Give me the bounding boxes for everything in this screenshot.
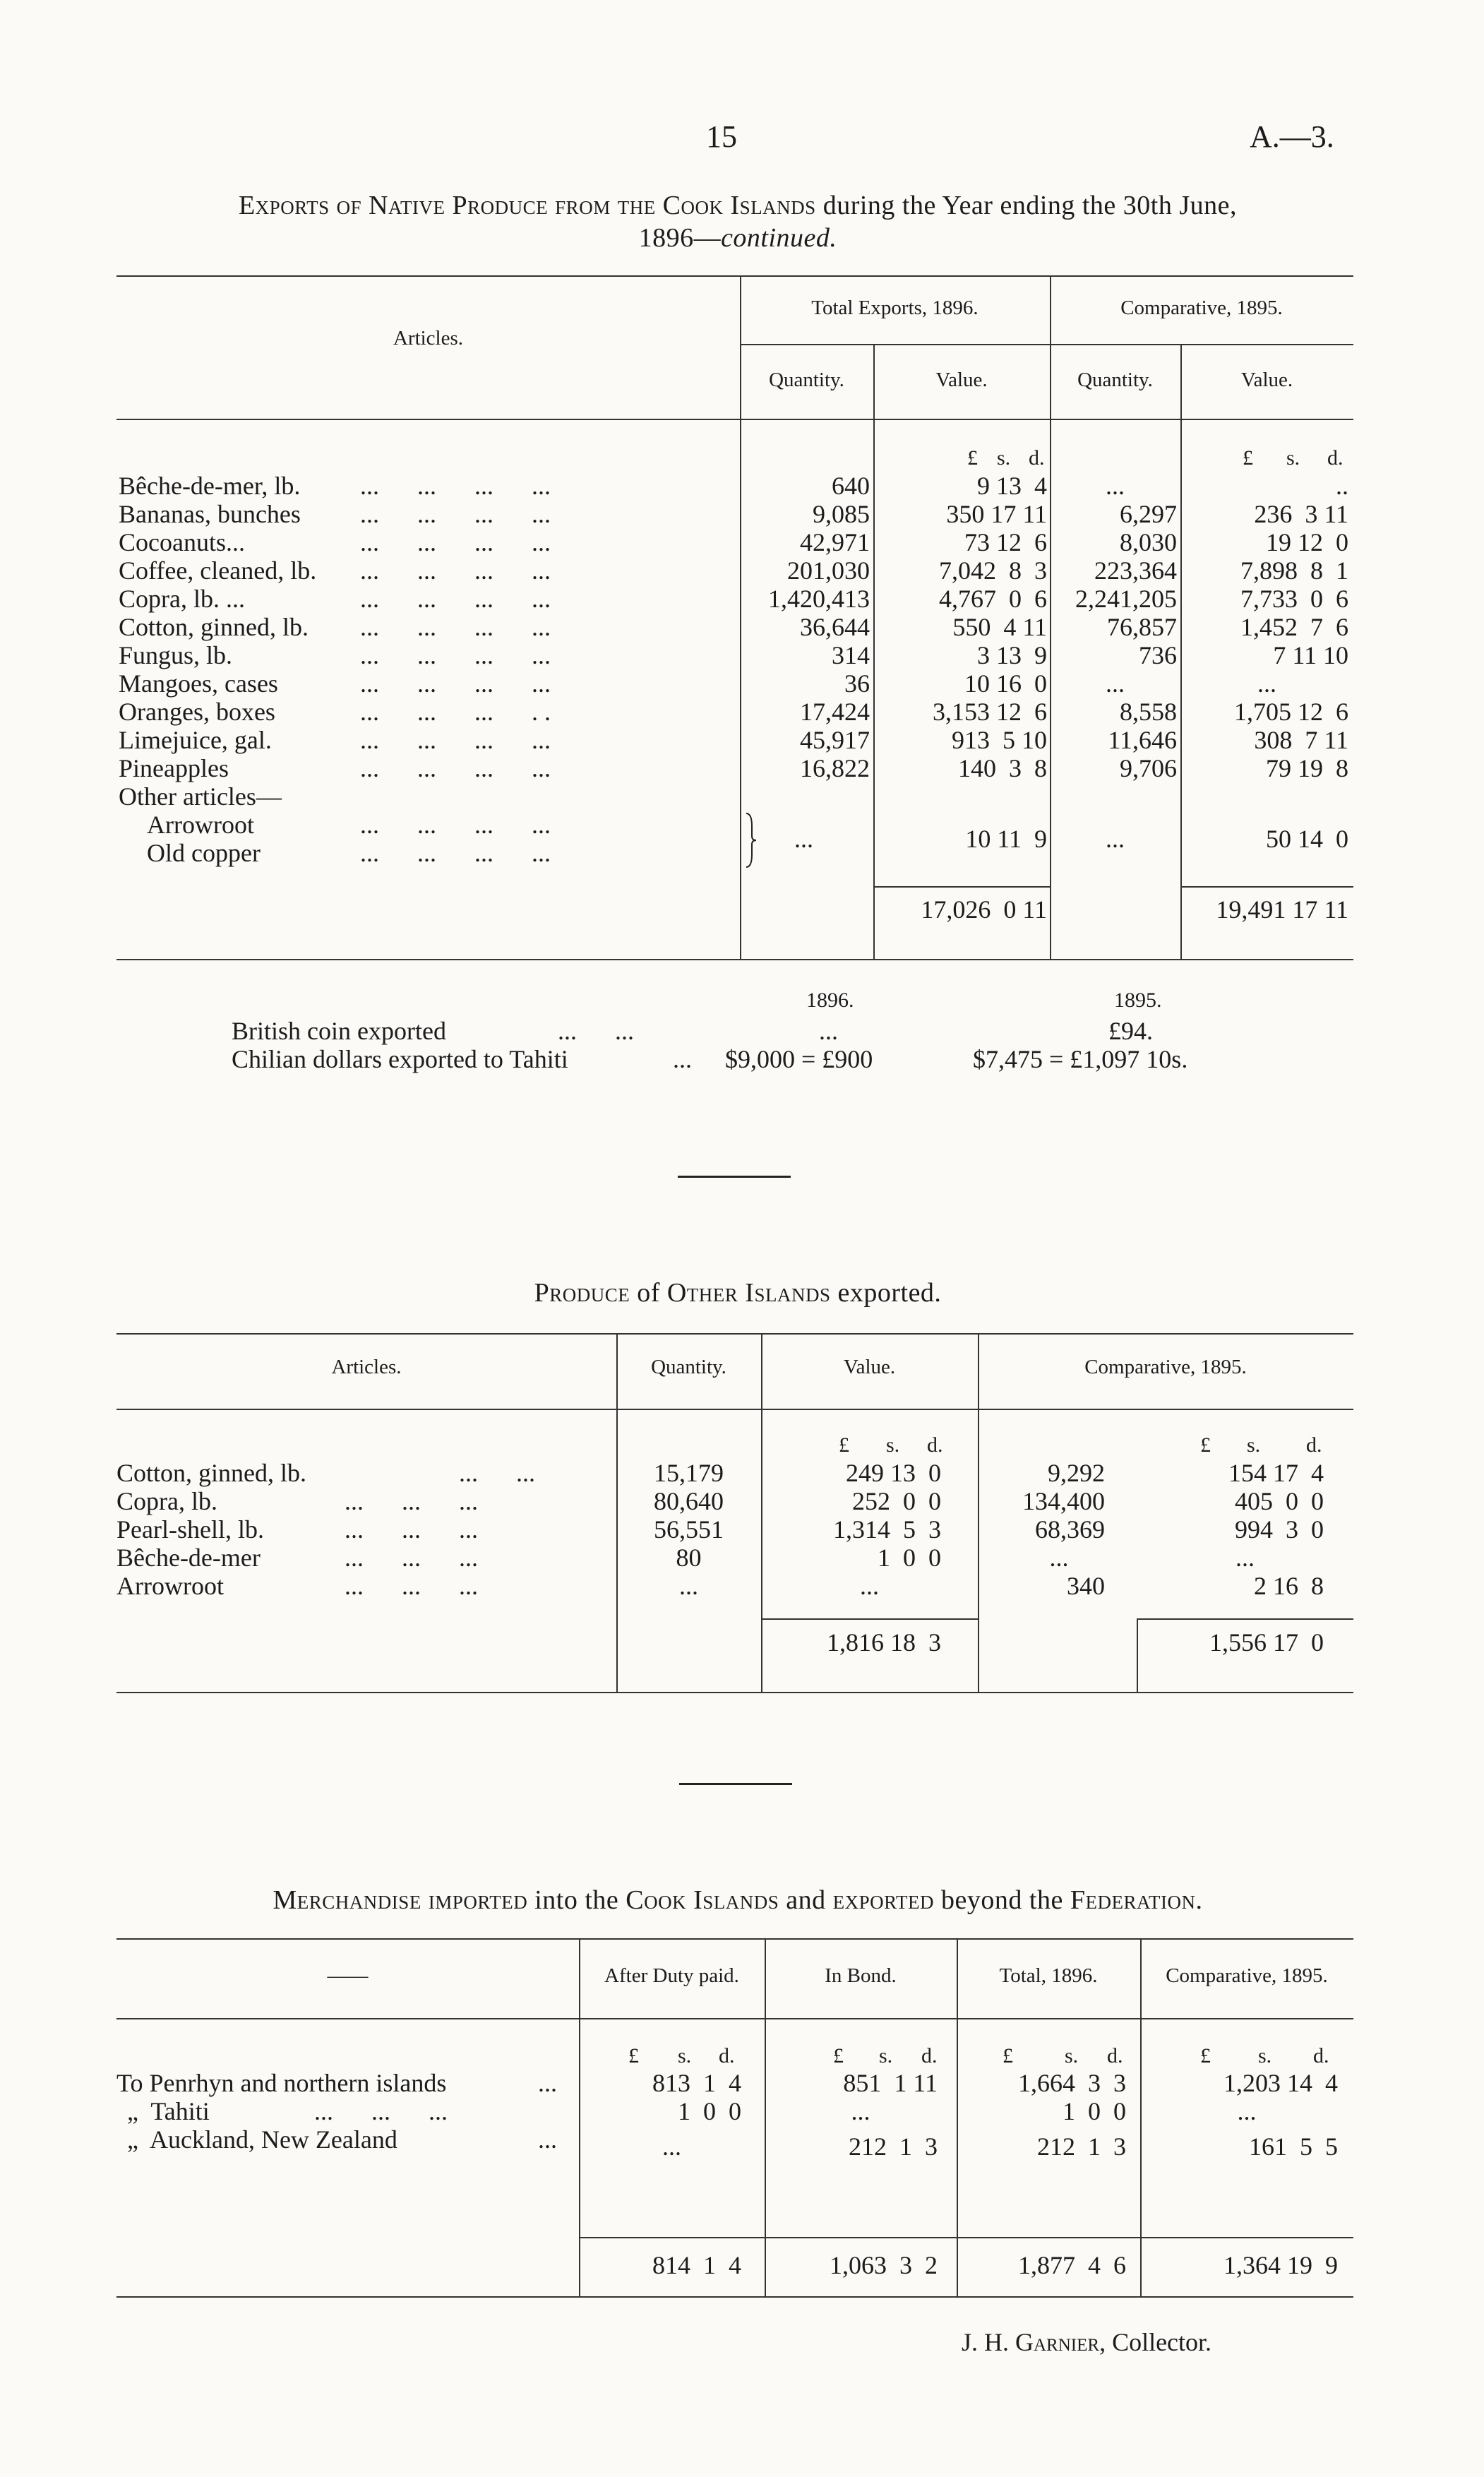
leader-dots: ... ... [459, 1459, 535, 1487]
comparative-quantity: 340 [1067, 1572, 1105, 1600]
other-quantity: ... [794, 825, 813, 853]
leader-dots: ... ... ... ... [360, 500, 551, 528]
exports-col-value-1: Value. [935, 369, 988, 391]
comparative-value: ... [1257, 669, 1276, 698]
exports-title-continued: continued. [721, 223, 837, 253]
british-coin-1895: £94. [1108, 1017, 1153, 1045]
after-duty: 1 0 0 [678, 2097, 741, 2125]
produce-total-comparative-value: 1,556 17 0 [1209, 1628, 1324, 1657]
article-name: Mangoes, cases [119, 669, 278, 698]
signature-role: , Collector. [1099, 2328, 1212, 2356]
value: 550 4 11 [952, 613, 1047, 641]
leader-dots: ... [673, 1045, 692, 1073]
total-1896: 1,664 3 3 [1018, 2069, 1126, 2097]
article-name: Pineapples [119, 754, 229, 782]
leader-dots: ... ... ... ... [360, 613, 551, 641]
merch-unit-shillings-1: s. [678, 2044, 692, 2067]
exports-unit-pounds-1: £ [967, 446, 978, 470]
quantity: 201,030 [787, 556, 870, 585]
produce-title-d: exported. [830, 1278, 942, 1308]
merchandise-title-f: beyond the [934, 1885, 1070, 1915]
british-coin-label: British coin exported [232, 1017, 446, 1045]
exports-bottom-rule [116, 959, 1353, 960]
exports-title [124, 189, 1352, 222]
in-bond: 212 1 3 [849, 2132, 938, 2161]
comparative-value: 7,733 0 6 [1240, 585, 1348, 613]
after-duty: 813 1 4 [652, 2069, 741, 2097]
article-name: Cocoanuts... [119, 528, 245, 556]
produce-unit-pounds-2: £ [1200, 1433, 1211, 1457]
quantity: 640 [832, 472, 870, 500]
article-name: Copra, lb. [116, 1487, 217, 1515]
comparative-quantity: 9,292 [1048, 1459, 1105, 1487]
quantity: 42,971 [800, 528, 870, 556]
value: 3,153 12 6 [933, 698, 1047, 726]
leader-dots: ... [538, 2125, 557, 2154]
leader-dots: ... ... ... [345, 1487, 478, 1515]
quantity: 36 [844, 669, 870, 698]
signature [962, 2327, 1211, 2357]
merchandise-title [124, 1884, 1352, 1916]
arrowroot-label: Arrowroot [147, 811, 254, 839]
produce-unit-pence-1: d. [927, 1433, 943, 1457]
produce-total-rule-1 [761, 1618, 978, 1620]
section-divider [679, 1783, 792, 1785]
value: ... [860, 1572, 879, 1600]
leader-dots: ... [538, 2069, 557, 2097]
exports-col-quantity-1: Quantity. [769, 369, 844, 391]
merchandise-total-after-duty: 814 1 4 [652, 2251, 741, 2279]
destination: „ Tahiti [127, 2097, 210, 2125]
value: 4,767 0 6 [939, 585, 1047, 613]
comparative-quantity: ... [1049, 1544, 1069, 1572]
exports-col-articles: Articles. [393, 327, 464, 350]
leader-dots: ... ... ... ... [360, 472, 551, 500]
produce-title-b: of [630, 1278, 667, 1308]
merch-unit-pounds-4: £ [1200, 2044, 1211, 2067]
merch-unit-pounds-3: £ [1003, 2044, 1013, 2067]
produce-top-rule [116, 1333, 1353, 1335]
after-duty: ... [662, 2132, 681, 2161]
exports-top-rule [116, 275, 1353, 277]
article-name: Bananas, bunches [119, 500, 301, 528]
value: 1,314 5 3 [833, 1515, 941, 1544]
leader-dots: ... ... ... ... [360, 754, 551, 782]
chilian-dollars-1896: $9,000 = £900 [725, 1045, 873, 1073]
value: 913 5 10 [952, 726, 1047, 754]
merchandise-col-total: Total, 1896. [999, 1964, 1098, 1987]
merch-unit-pence-3: d. [1107, 2044, 1123, 2067]
comparative-quantity: ... [1106, 669, 1125, 698]
produce-unit-pounds-1: £ [839, 1433, 849, 1457]
value: 249 13 0 [846, 1459, 941, 1487]
produce-bottom-rule [116, 1692, 1353, 1693]
value: 3 13 9 [977, 641, 1047, 669]
quantity: 314 [832, 641, 870, 669]
comparative-value: 1,452 7 6 [1240, 613, 1348, 641]
comparative-quantity: 2,241,205 [1075, 585, 1177, 613]
exports-mid-header-rule [740, 344, 1353, 345]
comparative-value: 7 11 10 [1273, 641, 1348, 669]
article-name: Coffee, cleaned, lb. [119, 556, 317, 585]
comparative-value: 2 16 8 [1254, 1572, 1324, 1600]
comparative-quantity: 11,646 [1108, 726, 1177, 754]
value: 1 0 0 [878, 1544, 941, 1572]
produce-col-articles: Articles. [331, 1356, 402, 1378]
merchandise-title-a: Merchandise imported [273, 1885, 528, 1915]
merchandise-total-in-bond: 1,063 3 2 [830, 2251, 938, 2279]
comparative-quantity: 76,857 [1107, 613, 1177, 641]
leader-dots: ... ... ... ... [360, 556, 551, 585]
quantity: 56,551 [654, 1515, 724, 1544]
exports-unit-pounds-2: £ [1243, 446, 1253, 470]
value: 10 16 0 [964, 669, 1047, 698]
quantity: 9,085 [813, 500, 870, 528]
comparative-quantity: 736 [1139, 641, 1177, 669]
merchandise-header-bottom-rule [116, 2018, 1353, 2019]
merchandise-total-1896: 1,877 4 6 [1018, 2251, 1126, 2279]
produce-total-value: 1,816 18 3 [827, 1628, 941, 1657]
quantity: 80,640 [654, 1487, 724, 1515]
other-comparative-value: 50 14 0 [1266, 825, 1348, 853]
merchandise-col-comparative: Comparative, 1895. [1166, 1964, 1328, 1987]
exports-unit-pence-2: d. [1327, 446, 1344, 470]
exports-total-value: 17,026 0 11 [921, 895, 1047, 924]
leader-dots: ... ... ... ... [360, 585, 551, 613]
page-number: 15 [706, 119, 737, 154]
coin-year-1895: 1895. [1114, 989, 1162, 1012]
old-copper-label: Old copper [147, 839, 261, 867]
article-name: Fungus, lb. [119, 641, 233, 669]
merchandise-title-e: exported [832, 1885, 935, 1915]
value: 73 12 6 [964, 528, 1047, 556]
comparative-value: .. [1336, 472, 1348, 500]
quantity: 16,822 [800, 754, 870, 782]
value: 7,042 8 3 [939, 556, 1047, 585]
quantity: 80 [676, 1544, 702, 1572]
quantity: 36,644 [800, 613, 870, 641]
destination: To Penrhyn and northern islands [116, 2069, 447, 2097]
produce-unit-pence-2: d. [1306, 1433, 1322, 1457]
leader-dots: ... ... ... ... [360, 811, 551, 839]
leader-dots: ... ... [558, 1017, 634, 1045]
comparative-value: 79 19 8 [1266, 754, 1348, 782]
merchandise-title-c: Cook Islands [626, 1885, 779, 1915]
produce-unit-shillings-1: s. [886, 1433, 900, 1457]
value: 350 17 11 [946, 500, 1047, 528]
chilian-dollars-1895: $7,475 = £1,097 10s. [973, 1045, 1188, 1073]
comparative-value: 7,898 8 1 [1240, 556, 1348, 585]
exports-col-total: Total Exports, 1896. [811, 297, 979, 319]
brace-icon [743, 812, 758, 869]
leader-dots: ... ... ... [345, 1572, 478, 1600]
merch-unit-pence-1: d. [719, 2044, 735, 2067]
merchandise-col-dash: —— [327, 1964, 369, 1987]
comparative-quantity: 223,364 [1094, 556, 1177, 585]
produce-unit-shillings-2: s. [1247, 1433, 1261, 1457]
exports-col-comparative: Comparative, 1895. [1120, 297, 1283, 319]
exports-col-quantity-2: Quantity. [1077, 369, 1153, 391]
coin-year-1896: 1896. [806, 989, 854, 1012]
produce-title-c: Other Islands [666, 1278, 831, 1308]
chilian-dollars-label: Chilian dollars exported to Tahiti [232, 1045, 568, 1073]
other-articles-label: Other articles— [119, 782, 282, 811]
comparative-1895: 161 5 5 [1249, 2132, 1338, 2161]
exports-total-comparative-value: 19,491 17 11 [1216, 895, 1348, 924]
comparative-value: 19 12 0 [1266, 528, 1348, 556]
article-name: Copra, lb. ... [119, 585, 245, 613]
article-name: Oranges, boxes [119, 698, 275, 726]
comparative-value: 994 3 0 [1235, 1515, 1324, 1544]
quantity: 1,420,413 [768, 585, 870, 613]
article-name: Bêche-de-mer [116, 1544, 261, 1572]
leader-dots: ... ... ... ... [360, 839, 551, 867]
article-name: Cotton, ginned, lb. [116, 1459, 306, 1487]
exports-header-bottom-rule [116, 419, 1353, 420]
merch-unit-shillings-4: s. [1258, 2044, 1272, 2067]
article-name: Limejuice, gal. [119, 726, 272, 754]
article-name: Pearl-shell, lb. [116, 1515, 264, 1544]
total-1896: 212 1 3 [1037, 2132, 1126, 2161]
destination: „ Auckland, New Zealand [127, 2125, 397, 2154]
exports-total-rule-2 [1180, 886, 1353, 888]
comparative-value: 1,705 12 6 [1234, 698, 1348, 726]
value: 252 0 0 [852, 1487, 941, 1515]
signature-name: J. H. Garnier [962, 2328, 1100, 2356]
merchandise-col-in-bond: In Bond. [825, 1964, 897, 1987]
merchandise-title-b: into the [527, 1885, 626, 1915]
merchandise-title-d: and [779, 1885, 833, 1915]
leader-dots: ... ... ... [314, 2097, 448, 2125]
merchandise-title-g: Federation. [1070, 1885, 1203, 1915]
leader-dots: ... ... ... ... [360, 726, 551, 754]
section-divider [678, 1176, 791, 1178]
exports-title-line2 [124, 222, 1352, 254]
other-comparative-quantity: ... [1106, 825, 1125, 853]
merchandise-top-rule [116, 1938, 1353, 1940]
leader-dots: ... ... ... . . [360, 698, 551, 726]
quantity: 45,917 [800, 726, 870, 754]
exports-title-year: 1896— [638, 223, 722, 253]
comparative-quantity: 8,558 [1120, 698, 1177, 726]
merchandise-total-comparative: 1,364 19 9 [1223, 2251, 1338, 2279]
other-value: 10 11 9 [965, 825, 1047, 853]
page-reference: A.—3. [1250, 119, 1334, 154]
comparative-quantity: 8,030 [1120, 528, 1177, 556]
comparative-value: 405 0 0 [1235, 1487, 1324, 1515]
in-bond: 851 1 11 [843, 2069, 938, 2097]
article-name: Arrowroot [116, 1572, 224, 1600]
exports-unit-shillings-1: s. [997, 446, 1011, 470]
merch-unit-pounds-2: £ [833, 2044, 844, 2067]
produce-total-rule-2 [1137, 1618, 1353, 1620]
produce-col-comparative: Comparative, 1895. [1084, 1356, 1247, 1378]
exports-col-value-2: Value. [1240, 369, 1293, 391]
comparative-value: 154 17 4 [1228, 1459, 1324, 1487]
exports-unit-pence-1: d. [1029, 446, 1045, 470]
quantity: 15,179 [654, 1459, 724, 1487]
comparative-quantity: 134,400 [1022, 1487, 1105, 1515]
leader-dots: ... ... ... ... [360, 641, 551, 669]
exports-title-sc: Exports of Native Produce from the Cook Islands [238, 191, 816, 220]
exports-total-rule-1 [873, 886, 1050, 888]
quantity: ... [679, 1572, 698, 1600]
produce-header-bottom-rule [116, 1409, 1353, 1410]
merch-unit-pence-2: d. [921, 2044, 938, 2067]
comparative-value: 308 7 11 [1254, 726, 1348, 754]
comparative-value: ... [1235, 1544, 1255, 1572]
comparative-quantity: 6,297 [1120, 500, 1177, 528]
leader-dots: ... ... ... ... [360, 528, 551, 556]
produce-title [124, 1277, 1352, 1309]
leader-dots: ... ... ... [345, 1544, 478, 1572]
exports-title-rest: during the Year ending the 30th June, [815, 191, 1238, 220]
value: 140 3 8 [958, 754, 1047, 782]
comparative-quantity: ... [1106, 472, 1125, 500]
produce-title-a: Produce [534, 1278, 630, 1308]
comparative-quantity: 9,706 [1120, 754, 1177, 782]
produce-col-quantity: Quantity. [651, 1356, 726, 1378]
produce-col-value: Value. [843, 1356, 896, 1378]
merchandise-bottom-rule [116, 2296, 1353, 2298]
in-bond: ... [851, 2097, 870, 2125]
merchandise-col-after-duty: After Duty paid. [604, 1964, 739, 1987]
merch-unit-pence-4: d. [1313, 2044, 1329, 2067]
value: 9 13 4 [977, 472, 1047, 500]
merch-unit-pounds-1: £ [628, 2044, 639, 2067]
comparative-value: 236 3 11 [1254, 500, 1348, 528]
article-name: Bêche-de-mer, lb. [119, 472, 301, 500]
merchandise-total-rule [579, 2237, 1353, 2238]
article-name: Cotton, ginned, lb. [119, 613, 309, 641]
merch-unit-shillings-2: s. [879, 2044, 893, 2067]
leader-dots: ... ... ... ... [360, 669, 551, 698]
british-coin-1896: ... [819, 1017, 838, 1045]
leader-dots: ... ... ... [345, 1515, 478, 1544]
quantity: 17,424 [800, 698, 870, 726]
comparative-1895: ... [1237, 2097, 1257, 2125]
total-1896: 1 0 0 [1063, 2097, 1126, 2125]
comparative-quantity: 68,369 [1035, 1515, 1105, 1544]
merch-unit-shillings-3: s. [1065, 2044, 1079, 2067]
comparative-1895: 1,203 14 4 [1223, 2069, 1338, 2097]
exports-unit-shillings-2: s. [1286, 446, 1300, 470]
